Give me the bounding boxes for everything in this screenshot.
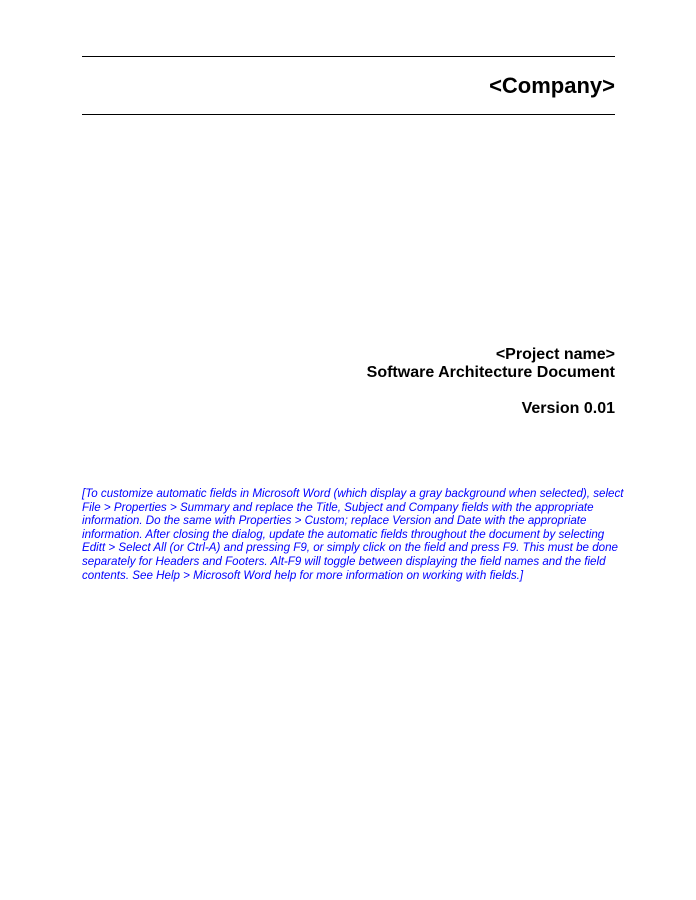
document-version: Version 0.01 xyxy=(521,400,615,417)
project-name: <Project name> xyxy=(495,346,615,363)
instruction-line: separately for Headers and Footers. Alt-F9 will toggle between displaying the field names and the field xyxy=(82,554,606,568)
instruction-line: File > Properties > Summary and replace the Title, Subject and Company fields with the appropriate xyxy=(82,500,594,514)
instructions-paragraph xyxy=(82,487,622,582)
instruction-line: [To customize automatic fields in Microsoft Word (which display a gray background when selected), select xyxy=(82,487,624,500)
header-top-rule xyxy=(82,56,615,57)
instruction-line: information. Do the same with Properties > Custom; replace Version and Date with the appropriate xyxy=(82,514,587,528)
instruction-line: information. After closing the dialog, update the automatic fields throughout the document by selecting xyxy=(82,527,605,541)
header-bottom-rule xyxy=(82,114,615,115)
company-name: <Company> xyxy=(489,73,615,98)
document-title: Software Architecture Document xyxy=(366,364,615,381)
instruction-line: Editt > Select All (or Ctrl-A) and pressing F9, or simply click on the field and press F9. This must be done xyxy=(82,541,619,555)
instruction-line: contents. See Help > Microsoft Word help for more information on working with fields.] xyxy=(82,568,524,582)
